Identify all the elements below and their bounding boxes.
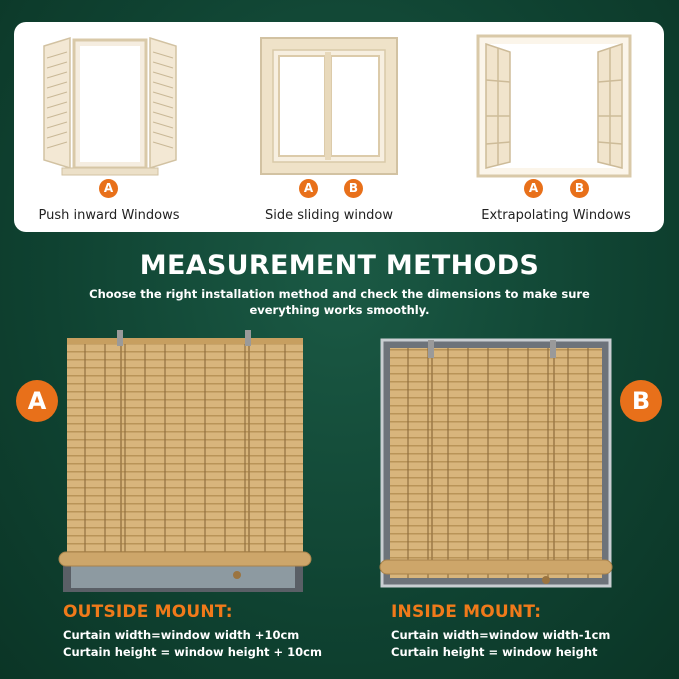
badge-a: A [299,179,318,198]
outside-mount-illustration [55,330,315,595]
side-sliding-label: Side sliding window [264,208,394,223]
side-sliding-window-illustration [259,36,399,176]
badge-a: A [524,179,543,198]
badge-a: A [99,179,118,198]
outside-height-formula: Curtain height = window height + 10cm [63,645,322,659]
badge-b: B [570,179,589,198]
push-inward-label: Push inward Windows [38,208,180,223]
outside-mount-title: OUTSIDE MOUNT: [63,602,233,622]
badge-b: B [344,179,363,198]
extrapolating-label: Extrapolating Windows [481,208,631,223]
subtitle-line: Choose the right installation method and check the dimensions to make sure [89,287,590,301]
extrapolating-window-illustration [474,34,634,178]
inside-height-formula: Curtain height = window height [391,645,598,659]
inside-width-formula: Curtain width=window width-1cm [391,628,611,642]
inside-mount-title: INSIDE MOUNT: [391,602,542,622]
badge-a-large: A [16,380,58,422]
page-title: MEASUREMENT METHODS [139,250,540,281]
inside-mount-illustration [378,336,614,591]
page-subtitle [60,286,619,318]
outside-width-formula: Curtain width=window width +10cm [63,628,300,642]
push-inward-window-illustration [40,34,178,194]
subtitle-line: everything works smoothly. [249,303,430,317]
badge-b-large: B [620,380,662,422]
window-types-panel [14,22,664,232]
